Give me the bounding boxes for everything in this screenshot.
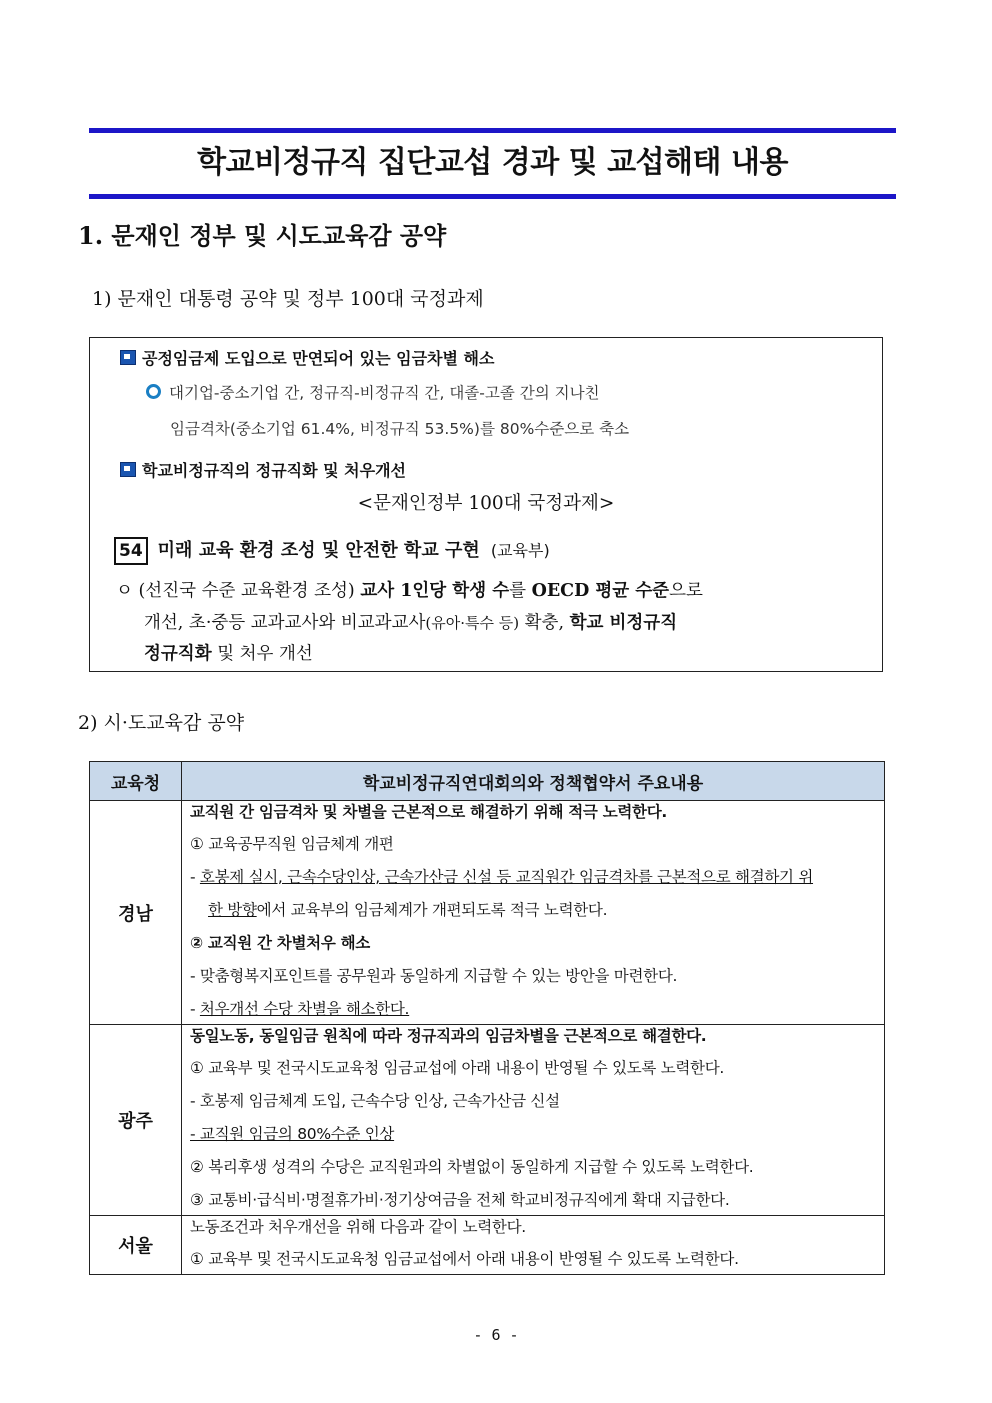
- content-line: 한 방향에서 교육부의 임금체계가 개편되도록 적극 노력한다.: [208, 901, 608, 919]
- title-top-rule: [89, 128, 896, 133]
- content-line: - 호봉제 실시, 근속수당인상, 근속가산금 신설 등 교직원간 임금격차를 근본적으로 해결하기 위: [190, 868, 814, 886]
- table-row-gyeongnam: [90, 801, 885, 1025]
- content-seoul: [182, 1216, 885, 1275]
- subheading-president-pledge: 1) 문재인 대통령 공약 및 정부 100대 국정과제: [92, 288, 484, 310]
- content-line: ③ 교통비·급식비·명절휴가비·정기상여금을 전체 학교비정규직에게 확대 지급한다.: [190, 1191, 730, 1209]
- region-seoul: 서울: [90, 1216, 182, 1275]
- content-gyeongnam: [182, 801, 885, 1025]
- table-row-seoul: [90, 1216, 885, 1275]
- task-ministry: (교육부): [490, 541, 550, 560]
- content-line: - 처우개선 수당 차별을 해소한다.: [190, 1000, 410, 1018]
- box-caption: <문재인정부 100대 국정과제>: [357, 493, 615, 514]
- flag-icon: [120, 462, 136, 477]
- content-line: ① 교육부 및 전국시도교육청 임금교섭에 아래 내용이 반영될 수 있도록 노력한다.: [190, 1059, 725, 1077]
- content-line: - 맞춤형복지포인트를 공무원과 동일하게 지급할 수 있는 방안을 마련한다.: [190, 967, 678, 985]
- content-line: 노동조건과 처우개선을 위해 다음과 같이 노력한다.: [190, 1218, 526, 1236]
- table-header-row: [90, 762, 885, 801]
- content-line: - 교직원 임금의 80%수준 인상: [190, 1125, 395, 1143]
- task-paragraph-line3: 정규직화 및 처우 개선: [144, 644, 313, 664]
- table-row-gwangju: [90, 1025, 885, 1216]
- header-content: 학교비정규직연대회의와 정책협약서 주요내용: [182, 762, 885, 801]
- content-line: ② 교직원 간 차별처우 해소: [190, 934, 370, 952]
- flag-icon: [120, 350, 136, 365]
- content-line: ② 복리후생 성격의 수당은 교직원과의 차별없이 동일하게 지급할 수 있도록 노력한다.: [190, 1158, 754, 1176]
- section-heading: 1. 문재인 정부 및 시도교육감 공약: [78, 221, 447, 250]
- pledge-box: [89, 337, 883, 672]
- subheading-superintendent-pledge: 2) 시·도교육감 공약: [78, 712, 245, 734]
- content-line: ① 교육부 및 전국시도교육청 임금교섭에서 아래 내용이 반영될 수 있도록 노력한다.: [190, 1250, 739, 1268]
- region-gwangju: 광주: [90, 1025, 182, 1216]
- box-item1: 공정임금제 도입으로 만연되어 있는 임금차별 해소: [120, 346, 494, 369]
- task-heading: [114, 536, 550, 565]
- page-number: - 6 -: [473, 1326, 519, 1344]
- task-paragraph-line2: 개선, 초·중등 교과교사와 비교과교사(유아·특수 등) 확충, 학교 비정규직: [144, 613, 678, 633]
- content-line: 교직원 간 임금격차 및 차별을 근본적으로 해결하기 위해 적극 노력한다.: [190, 803, 667, 821]
- box-item1-line1: 대기업-중소기업 간, 정규직-비정규직 간, 대졸-고졸 간의 지나친: [146, 381, 600, 403]
- pledge-table: [89, 761, 885, 1275]
- page-title: 학교비정규직 집단교섭 경과 및 교섭해태 내용: [197, 145, 788, 180]
- header-office: 교육청: [90, 762, 182, 801]
- content-line: ① 교육공무직원 임금체계 개편: [190, 835, 394, 853]
- content-line: 동일노동, 동일임금 원칙에 따라 정규직과의 임금차별을 근본적으로 해결한다.: [190, 1027, 707, 1045]
- title-bottom-rule: [89, 194, 896, 199]
- task-number: 54: [114, 537, 148, 565]
- box-item1-line2: 임금격차(중소기업 61.4%, 비정규직 53.5%)를 80%수준으로 축소: [170, 420, 630, 438]
- region-gyeongnam: 경남: [90, 801, 182, 1025]
- content-line: - 호봉제 임금체계 도입, 근속수당 인상, 근속가산금 신설: [190, 1092, 560, 1110]
- box-item2: 학교비정규직의 정규직화 및 처우개선: [120, 458, 406, 481]
- content-gwangju: [182, 1025, 885, 1216]
- circle-bullet-icon: [146, 384, 161, 399]
- task-title: 미래 교육 환경 조성 및 안전한 학교 구현: [157, 540, 480, 561]
- task-paragraph-line1: ㅇ (선진국 수준 교육환경 조성) 교사 1인당 학생 수를 OECD 평균 수준으로: [116, 581, 703, 601]
